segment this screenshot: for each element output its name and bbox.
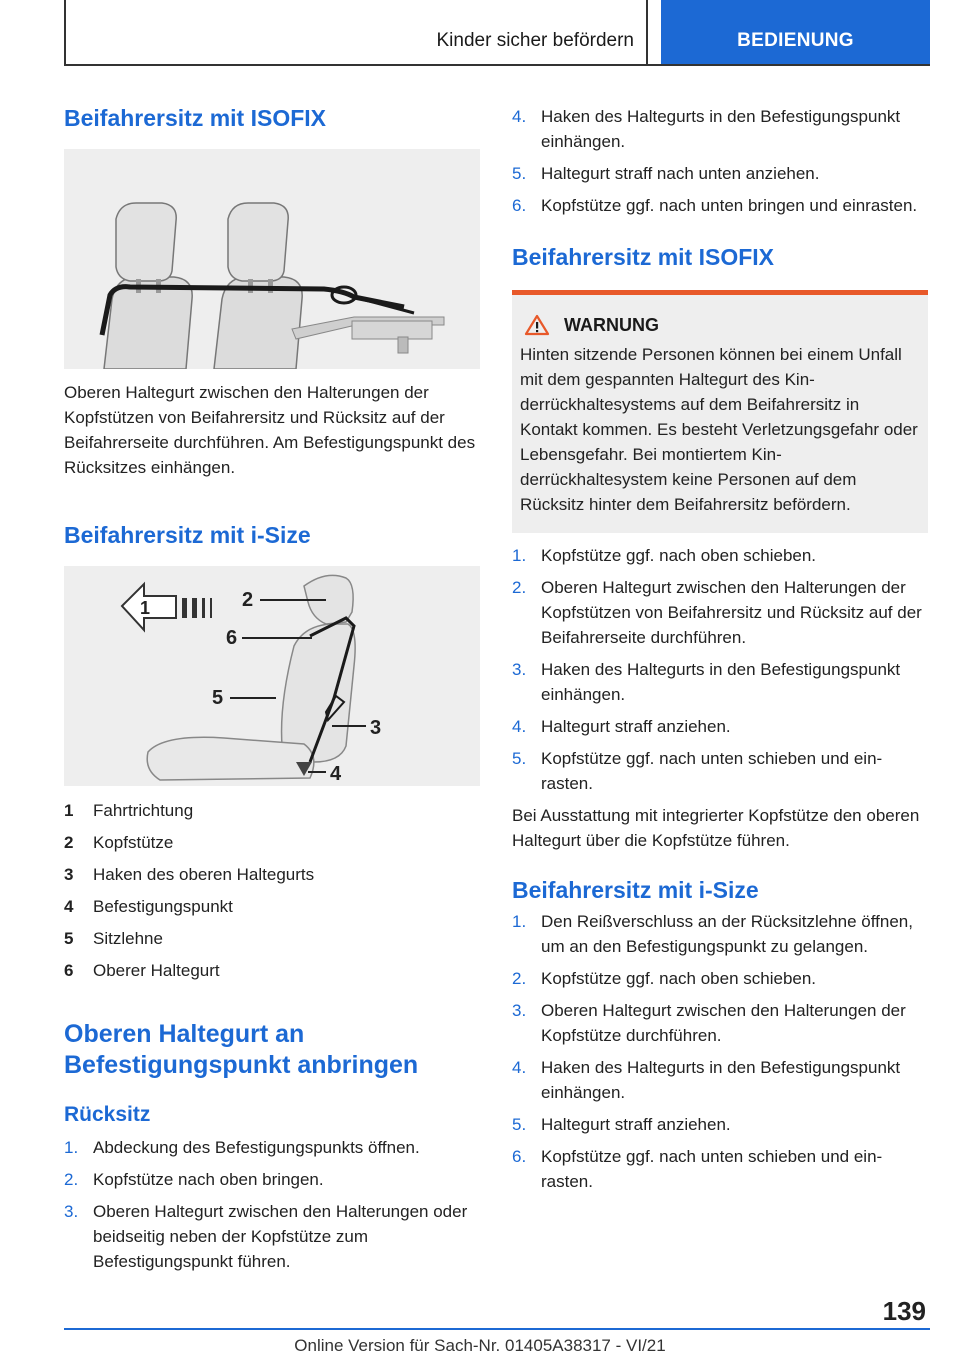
fig-label-1: 1 [140,598,151,618]
legend-item: 4 Befestigungspunkt [64,897,233,916]
list-item: 6. Kopfstütze ggf. nach unten schieben und einrasten. [512,1147,883,1191]
list-item: 1. Abdeckung des Befestigungspunkts öffnen. [64,1138,420,1157]
heading-attach-belt: Oberen Haltegurt an Befestigungspunkt anbringen [64,1020,419,1079]
list-item: 4. Haken des Haltegurts in den Befestigungspunkt einhängen. [512,107,901,151]
list-item: 5. Haltegurt straff nach unten anziehen. [512,164,820,183]
subheading-rear-seat: Rücksitz [64,1103,151,1126]
list-item: 4. Haltegurt straff anziehen. [512,717,731,736]
legend-item: 3 Haken des oberen Haltegurts [64,865,315,884]
legend-item: 6 Oberer Haltegurt [64,961,220,980]
warning-triangle-icon [524,314,550,336]
warning-text: Hinten sitzende Personen können bei einem Unfall mit dem gespannten Haltegurt des Kinderrückhaltesystems auf dem Beifahrersitz in Kontakt kommen. Es besteht Verletzungsgefahr oder Lebensgefahr. Bei montiertem Kinderrückhaltesystem keine Personen auf dem Rücksitz hinter dem Beifahrersitz befördern. [520,345,918,514]
warning-title: WARNUNG [564,314,659,335]
list-item: 5. Kopfstütze ggf. nach unten schieben und einrasten. [512,749,883,793]
header-rule [64,64,930,66]
fig-label-2: 2 [242,589,254,611]
warning-bar [512,290,928,295]
fig-label-6: 6 [226,627,238,649]
fig-label-4: 4 [330,763,342,785]
list-item: 1. Kopfstütze ggf. nach oben schieben. [512,546,817,565]
para-isofix-rear: Oberen Haltegurt zwischen den Halterungen der Kopfstützen von Beifahrersitz und Rücksitz auf der Beifahrerseite durchführen. Am Befestigungspunkt des Rücksitzes einhängen. [64,383,476,477]
heading-isofix-rear: Beifahrersitz mit ISOFIX [64,105,327,131]
list-item: 1. Den Reißverschluss an der Rücksitzlehne öffnen, um an den Befestigungspunkt zu gelangen. [512,912,913,956]
header-chapter-box [64,0,648,66]
list-item: 6. Kopfstütze ggf. nach unten bringen und einrasten. [512,196,918,215]
figure-isize-seat [64,566,480,786]
fig-label-5: 5 [212,687,224,709]
headrest-belt-illustration [64,149,480,369]
right-column [512,104,928,1201]
page-number: 139 [882,1296,926,1326]
figure-isofix-headrests [64,149,480,369]
list-item: 4. Haken des Haltegurts in den Befestigungspunkt einhängen. [512,1058,901,1102]
list-item: 3. Oberen Haltegurt zwischen den Halterungen der Kopfstütze durchführen. [512,1001,906,1045]
list-item: 3. Haken des Haltegurts in den Befestigungspunkt einhängen. [512,660,901,704]
legend-item: 1 Fahrtrichtung [64,801,194,820]
list-item: 5. Haltegurt straff anziehen. [512,1115,731,1134]
list-item: 2. Kopfstütze ggf. nach oben schieben. [512,969,817,988]
header-section: BEDIENUNG [737,30,854,51]
list-item: 2. Oberen Haltegurt zwischen den Halterungen der Kopfstützen von Beifahrersitz und Rücksitz auf der Beifahrerseite durchführen. [512,578,922,647]
steps-isofix-passenger [512,543,928,796]
warning-header [520,314,920,336]
legend-item: 5 Sitzlehne [64,929,163,948]
warning-box [512,290,928,533]
isize-seat-illustration [64,566,480,786]
steps-rear-seat [64,1135,480,1274]
heading-isize-passenger: Beifahrersitz mit i-Size [512,877,759,903]
steps-rear-continued [512,104,928,218]
list-item: 3. Oberen Haltegurt zwischen den Halterungen oder beidseitig neben der Kopfstütze zum Befestigungspunkt führen. [64,1202,468,1271]
steps-isize-passenger [512,909,928,1194]
header-section-tab [661,0,930,64]
list-item: 2. Kopfstütze nach oben bringen. [64,1170,324,1189]
fig-label-3: 3 [370,717,382,739]
legend-item: 2 Kopfstütze [64,833,174,852]
heading-isize-rear: Beifahrersitz mit i-Size [64,522,311,548]
header-chapter: Kinder sicher befördern [436,30,634,51]
left-column [64,100,480,1281]
para-integrated-headrest: Bei Ausstattung mit integrierter Kopfstütze den oberen Haltegurt über die Kopfstütze führen. [512,806,920,850]
heading-isofix-passenger: Beifahrersitz mit ISOFIX [512,244,775,270]
footer-text: Online Version für Sach-Nr. 01405A38317 - VI/21 [294,1336,666,1355]
figure-legend [64,795,480,987]
footer-rule [64,1328,930,1330]
